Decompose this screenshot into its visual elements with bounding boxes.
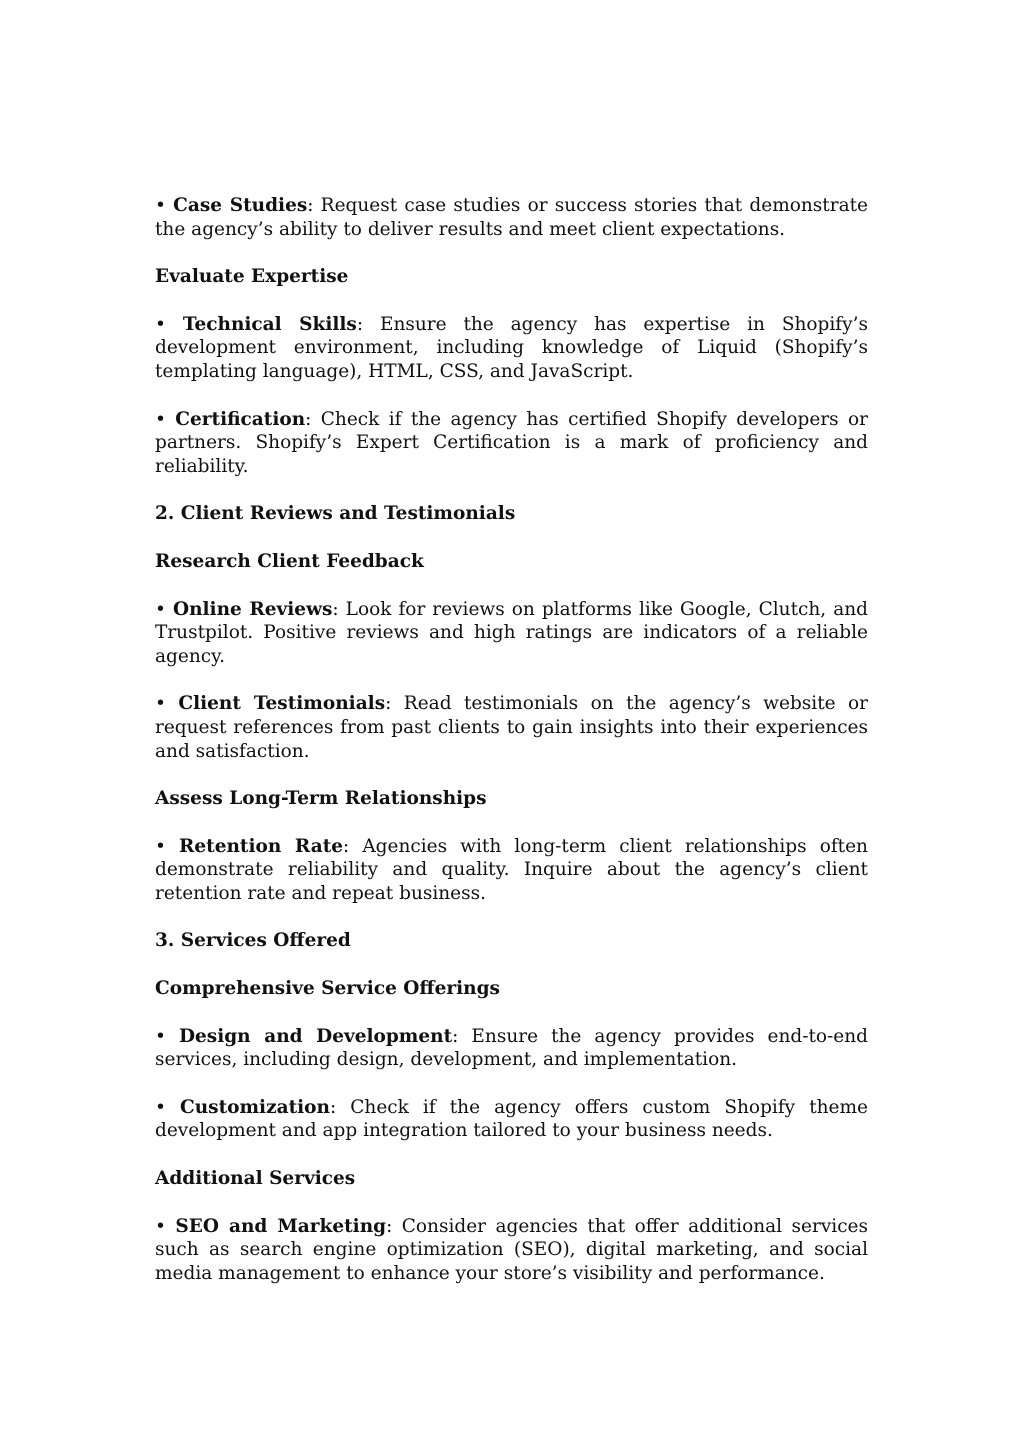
bullet-term: Certification bbox=[175, 408, 306, 430]
bullet-marker: • bbox=[155, 1215, 166, 1237]
bullet-online-reviews bbox=[155, 598, 868, 669]
bullet-marker: • bbox=[155, 195, 166, 216]
bullet-marker: • bbox=[155, 598, 166, 620]
bullet-marker: • bbox=[155, 835, 166, 857]
bullet-text: : Ensure the agency has expertise in Shopify’s development environment, including knowledge of Liquid (Shopify’s templating language), HTML, CSS, and JavaScript. bbox=[155, 313, 868, 382]
bullet-term: Retention Rate bbox=[179, 835, 344, 857]
heading-additional-services: Additional Services bbox=[155, 1168, 356, 1190]
bullet-marker: • bbox=[155, 313, 166, 335]
bullet-marker: • bbox=[155, 408, 166, 430]
bullet-client-testimonials bbox=[155, 692, 868, 763]
heading-services-offered: 3. Services Offered bbox=[155, 930, 351, 952]
bullet-term: SEO and Marketing bbox=[175, 1215, 387, 1237]
heading-evaluate-expertise: Evaluate Expertise bbox=[155, 266, 349, 288]
bullet-term: Technical Skills bbox=[182, 313, 357, 335]
bullet-term: Online Reviews bbox=[172, 598, 333, 620]
bullet-text: : Consider agencies that offer additional services such as search engine optimization (SEO), digital marketing, and social media management to enhance your store’s visibility and performance. bbox=[155, 1215, 868, 1284]
heading-long-term-relationships: Assess Long-Term Relationships bbox=[155, 788, 487, 810]
bullet-marker: • bbox=[155, 1025, 166, 1047]
bullet-term: Client Testimonials bbox=[178, 693, 386, 715]
bullet-text: : Look for reviews on platforms like Google, Clutch, and Trustpilot. Positive reviews and high ratings are indicators of a reliable agency. bbox=[155, 598, 868, 667]
bullet-term: Customization bbox=[180, 1096, 330, 1118]
bullet-text: : Check if the agency offers custom Shopify theme development and app integration tailored to your business needs. bbox=[155, 1096, 868, 1142]
bullet-design-development bbox=[155, 1025, 868, 1072]
bullet-certification bbox=[155, 408, 868, 479]
heading-client-reviews: 2. Client Reviews and Testimonials bbox=[155, 503, 516, 525]
bullet-technical-skills bbox=[155, 313, 868, 384]
bullet-text: : Check if the agency has certified Shopify developers or partners. Shopify’s Expert Certification is a mark of proficiency and reliability. bbox=[155, 408, 868, 477]
document-page bbox=[155, 194, 868, 1309]
bullet-retention-rate bbox=[155, 835, 868, 906]
bullet-text: : Read testimonials on the agency’s website or request references from past clients to gain insights into their experiences and satisfaction. bbox=[155, 693, 868, 762]
bullet-term: Design and Development bbox=[178, 1025, 453, 1047]
bullet-customization bbox=[155, 1096, 868, 1143]
heading-comprehensive-service-offerings: Comprehensive Service Offerings bbox=[155, 978, 500, 1000]
bullet-text: : Agencies with long-term client relationships often demonstrate reliability and quality. Inquire about the agency’s client retention rate and repeat business. bbox=[155, 835, 868, 904]
bullet-seo-marketing bbox=[155, 1215, 868, 1286]
bullet-marker: • bbox=[155, 693, 166, 715]
bullet-marker: • bbox=[155, 1096, 166, 1118]
heading-research-client-feedback: Research Client Feedback bbox=[155, 550, 424, 572]
bullet-term: Case Studies bbox=[173, 195, 308, 216]
bullet-text: : Request case studies or success stories that demonstrate the agency’s ability to deliver results and meet client expectations. bbox=[155, 195, 868, 240]
bullet-case-studies bbox=[155, 194, 868, 241]
bullet-text: : Ensure the agency provides end-to-end services, including design, development, and implementation. bbox=[155, 1025, 868, 1071]
